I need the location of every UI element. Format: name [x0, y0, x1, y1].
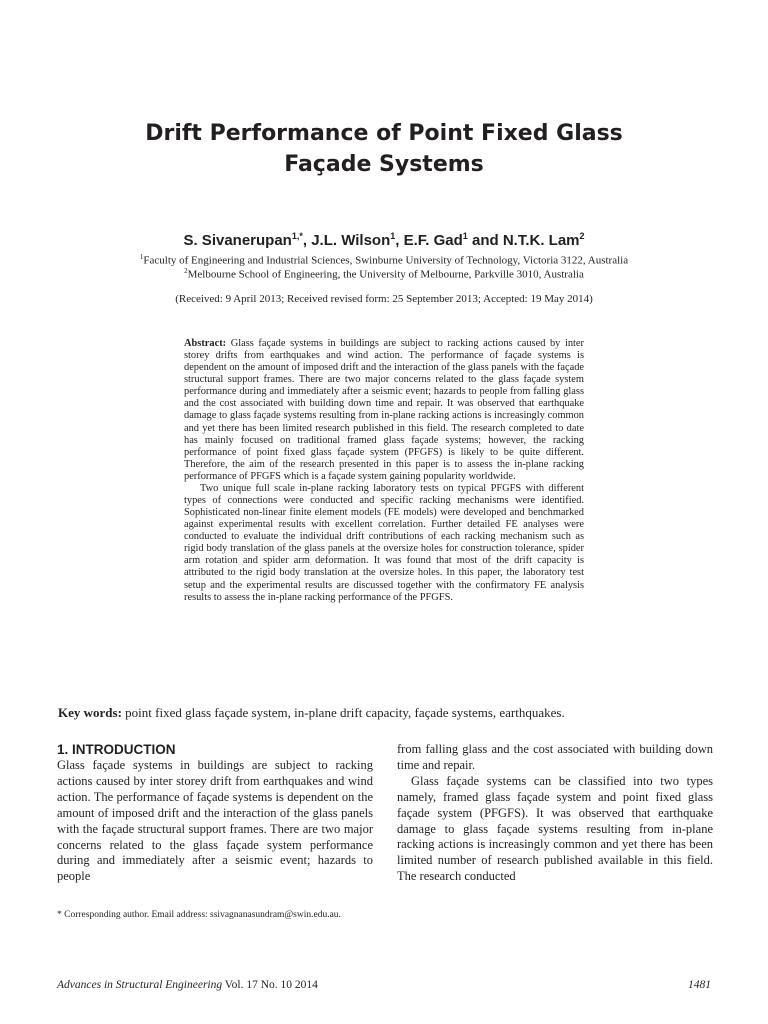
author-affiliation-marker: 2 [579, 231, 585, 241]
received-dates: (Received: 9 April 2013; Received revised form: 25 September 2013; Accepted: 19 May 2014) [175, 293, 593, 305]
keywords-label: Key words: [58, 705, 122, 720]
abstract-label: Abstract: [184, 338, 227, 349]
keywords [58, 705, 718, 721]
body-column-left [57, 742, 373, 885]
body-paragraph: from falling glass and the cost associated with building down time and repair. [397, 742, 713, 772]
author-list [0, 226, 768, 251]
paper-title [0, 118, 768, 180]
author-affiliation-marker: 1 [462, 231, 468, 241]
affiliation-text: Melbourne School of Engineering, the University of Melbourne, Parkville 3010, Australia [187, 268, 584, 281]
affiliation-marker: 1 [139, 253, 144, 261]
author-name: E.F. Gad [403, 232, 463, 249]
journal-citation [57, 978, 318, 992]
abstract-paragraph [184, 338, 584, 483]
body-paragraph: Glass façade systems can be classified into two types namely, framed glass façade system and point fixed glass façade system (PFGFS). It was observed that earthquake damage to glass façade systems resulting from in-plane racking actions is increasingly common and yet there has been limited number of research published available in this field. The research conducted [397, 773, 713, 884]
author-name: S. Sivanerupan [183, 232, 292, 249]
author-separator: , [302, 232, 312, 249]
keywords-text: point fixed glass façade system, in-plane drift capacity, façade systems, earthquakes. [125, 705, 565, 720]
author-separator: , [395, 232, 404, 249]
affiliation-marker: 2 [184, 267, 188, 275]
title-line-1: Drift Performance of Point Fixed Glass [145, 121, 623, 146]
author-name: J.L. Wilson [311, 232, 391, 249]
section-heading: 1. INTRODUCTION [57, 742, 176, 757]
journal-name: Advances in Structural Engineering [57, 979, 223, 991]
abstract-text: Glass façade systems in buildings are subject to racking actions caused by inter storey drifts from earthquakes and wind action. The performance of façade systems is dependent on the amount of imposed drift and the interaction of the glass panels with the façade structural support frames. There are two major concerns related to the glass façade system performance during and immediately after a seismic event; hazards to people from falling glass and the cost associated with building down time and repair. It was observed that earthquake damage to glass façade systems resulting from in-plane racking actions is increasingly common and yet there has been limited research published in this field. The research completed to date has mainly focused on traditional framed glass façade systems; however, the racking performance of point fixed glass façade system (PFGFS) is likely to be quite different. Therefore, the aim of the research presented in this paper is to assess the in-plane racking performance of PFGFS which is a façade system gaining popularity worldwide. [184, 338, 584, 482]
author-affiliation-marker: 1 [390, 231, 396, 241]
body-column-right [397, 742, 713, 885]
abstract-paragraph: Two unique full scale in-plane racking laboratory tests on typical PFGFS with different types of connections were conducted and specific racking mechanisms were identified. Sophisticated non-linear finite element models (FE models) were developed and benchmarked against experimental results with excellent correlation. Further detailed FE analyses were conducted to evaluate the individual drift contributions of each racking mechanism such as rigid body translation of the glass panels at the oversize holes for construction tolerance, spider arm rotation and spider arm deformation. It was found that most of the drift capacity is attributed to the rigid body translation at the oversize holes. In this paper, the laboratory test setup and the experimental results are discussed together with the confirmatory FE analysis results to assess the in-plane racking performance of the PFGFS. [184, 482, 584, 603]
affiliation-text: Faculty of Engineering and Industrial Sciences, Swinburne University of Technology, Victoria 3122, Australia [143, 254, 629, 267]
author-name: N.T.K. Lam [502, 232, 580, 249]
abstract [184, 338, 584, 604]
page-number: 1481 [688, 979, 711, 991]
corresponding-author-footnote: * Corresponding author. Email address: ssivagnanasundram@swin.edu.au. [57, 910, 341, 920]
body-paragraph: Glass façade systems in buildings are subject to racking actions caused by inter storey drift from earthquakes and wind action. The performance of façade systems is dependent on the amount of imposed drift and the interaction of the glass panels with the façade structural support frames. There are two major concerns related to the glass façade system performance during and immediately after a seismic event; hazards to people [57, 758, 373, 884]
author-affiliation-marker: 1,* [291, 231, 303, 241]
affiliation-2 [0, 264, 768, 282]
title-line-2: Façade Systems [284, 152, 484, 177]
author-separator: and [467, 232, 503, 249]
journal-volume: Vol. 17 No. 10 2014 [224, 979, 318, 991]
